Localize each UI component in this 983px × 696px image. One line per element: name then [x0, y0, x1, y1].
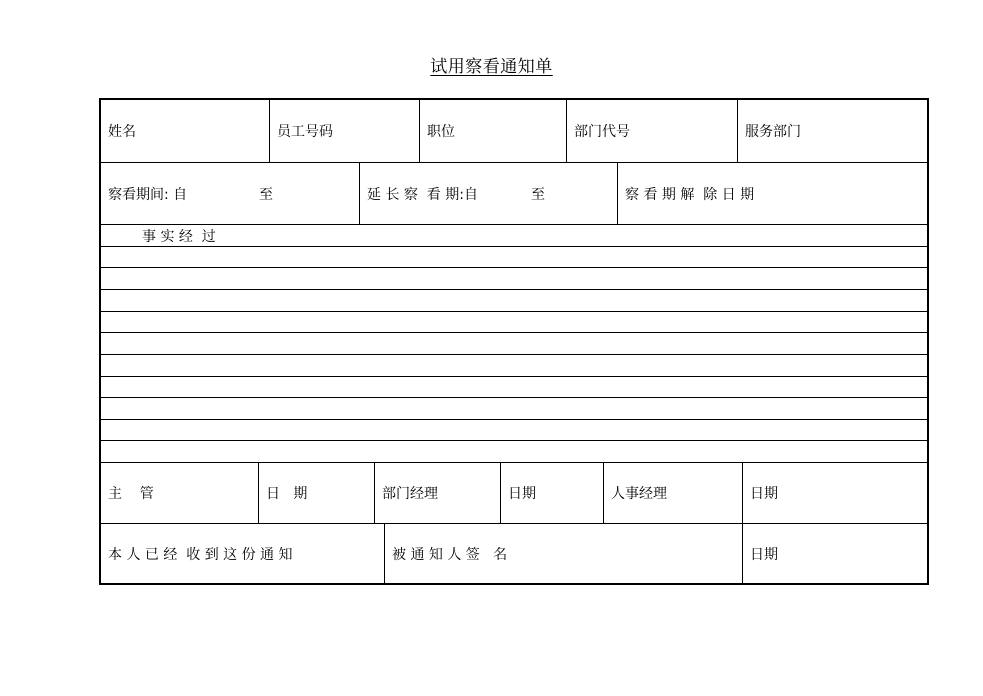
- received-label: 本 人 已 经 收 到 这 份 通 知: [108, 546, 293, 563]
- dept-code-field[interactable]: [567, 100, 738, 162]
- hr-manager-label: 人事经理: [611, 486, 667, 502]
- period-label: 察看期间: 自: [108, 186, 188, 203]
- dept-manager-field[interactable]: [375, 463, 501, 523]
- facts-line: [101, 332, 927, 333]
- release-date-field[interactable]: [618, 163, 927, 224]
- info-row: [101, 100, 927, 162]
- employee-id-field[interactable]: [270, 100, 420, 162]
- acknowledgement-date-label: 日期: [750, 546, 778, 563]
- facts-label: 事 实 经 过: [142, 228, 216, 245]
- hr-manager-date-label: 日期: [750, 486, 778, 502]
- dept-code-label: 部门代号: [574, 124, 630, 140]
- supervisor-label: 主 管: [108, 486, 154, 502]
- facts-line: [101, 311, 927, 312]
- facts-line: [101, 397, 927, 398]
- acknowledgement-date-field[interactable]: [743, 524, 927, 583]
- probation-notice-form: [99, 98, 929, 585]
- facts-line: [101, 419, 927, 420]
- position-field[interactable]: [420, 100, 567, 162]
- facts-line: [101, 267, 927, 268]
- extend-to-label: 至: [531, 186, 545, 203]
- supervisor-date-field[interactable]: [259, 463, 375, 523]
- period-field[interactable]: [101, 163, 360, 224]
- supervisor-date-label: 日 期: [266, 486, 308, 502]
- name-field[interactable]: [101, 100, 270, 162]
- notified-signature-field[interactable]: [385, 524, 743, 583]
- supervisor-field[interactable]: [101, 463, 259, 523]
- facts-line: [101, 376, 927, 377]
- facts-label-cell: [101, 225, 927, 246]
- dept-manager-date-label: 日期: [508, 486, 536, 502]
- extend-period-label: 延 长 察 看 期:自: [367, 186, 478, 203]
- facts-line: [101, 289, 927, 290]
- release-date-label: 察 看 期 解 除 日 期: [625, 186, 755, 203]
- name-label: 姓名: [108, 124, 136, 140]
- period-row: [101, 163, 927, 224]
- facts-section[interactable]: [101, 225, 927, 462]
- dept-manager-date-field[interactable]: [501, 463, 604, 523]
- dept-manager-label: 部门经理: [382, 486, 438, 502]
- position-label: 职位: [427, 124, 455, 140]
- hr-manager-date-field[interactable]: [743, 463, 927, 523]
- notified-signature-label: 被 通 知 人 签 名: [392, 546, 508, 563]
- hr-manager-field[interactable]: [604, 463, 743, 523]
- acknowledgement-row: [101, 524, 927, 583]
- facts-line: [101, 440, 927, 441]
- approval-row: [101, 463, 927, 523]
- facts-line: [101, 246, 927, 247]
- employee-id-label: 员工号码: [277, 124, 333, 140]
- form-title: [0, 52, 983, 77]
- period-to-label: 至: [259, 186, 273, 203]
- facts-line: [101, 354, 927, 355]
- form-title-text: 试用察看通知单: [430, 57, 553, 77]
- received-field[interactable]: [101, 524, 385, 583]
- service-dept-label: 服务部门: [745, 124, 801, 140]
- extend-period-field[interactable]: [360, 163, 618, 224]
- service-dept-field[interactable]: [738, 100, 927, 162]
